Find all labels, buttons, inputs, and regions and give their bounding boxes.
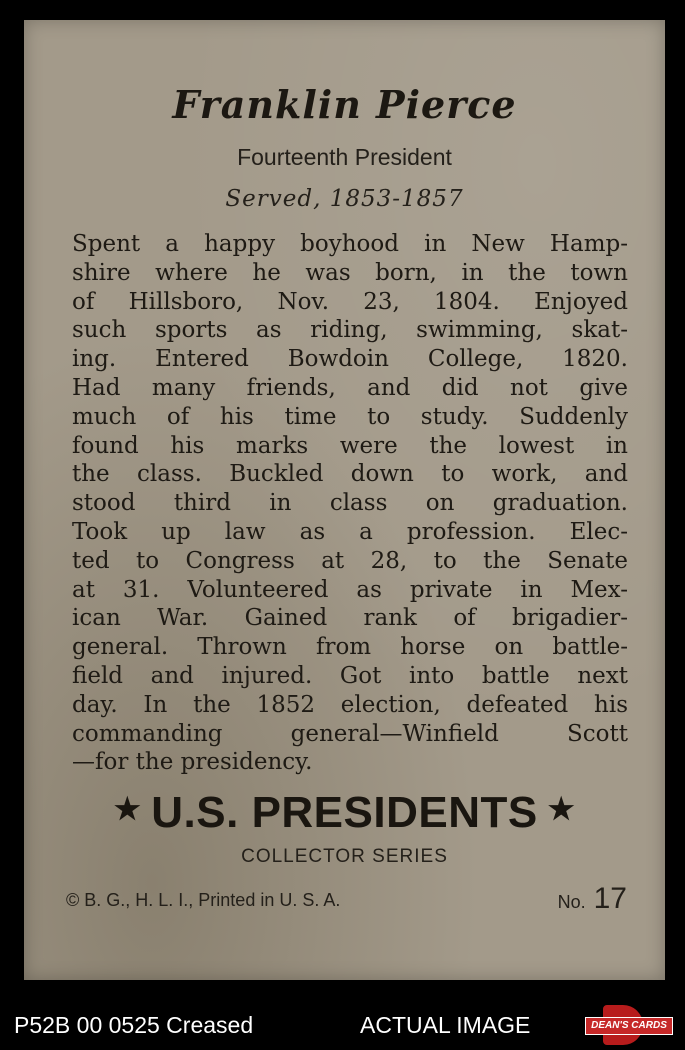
bio-line: much of his time to study. Suddenly bbox=[72, 403, 628, 430]
bio-line: such sports as riding, swimming, skat- bbox=[72, 317, 628, 344]
bio-line: —for the presidency. bbox=[72, 749, 313, 776]
card-number bbox=[558, 882, 627, 916]
star-icon: ★ bbox=[547, 793, 576, 826]
bio-line: stood third in class on graduation. bbox=[72, 490, 628, 517]
grade-caption: P52B 00 0525 Creased bbox=[14, 1012, 254, 1038]
trading-card-back bbox=[24, 20, 665, 980]
bio-line: Took up law as a profession. Elec- bbox=[72, 518, 628, 545]
bio-line: day. In the 1852 election, defeated his bbox=[72, 691, 628, 718]
series-title-row bbox=[24, 788, 665, 838]
logo-text: DEAN'S CARDS bbox=[585, 1017, 673, 1035]
bio-line: of Hillsboro, Nov. 23, 1804. Enjoyed bbox=[72, 288, 628, 315]
bio-line: the class. Buckled down to work, and bbox=[72, 461, 628, 488]
actual-image-caption: ACTUAL IMAGE bbox=[360, 1012, 531, 1038]
series-subtitle: COLLECTOR SERIES bbox=[241, 846, 448, 867]
copyright-notice: © B. G., H. L. I., Printed in U. S. A. bbox=[66, 890, 341, 910]
bio-line: commanding general—Winfield Scott bbox=[72, 720, 628, 747]
card-number-label: No. bbox=[557, 892, 586, 912]
bio-line: at 31. Volunteered as private in Mex- bbox=[72, 576, 628, 603]
bio-line: ican War. Gained rank of brigadier- bbox=[72, 605, 628, 632]
bio-line: ted to Congress at 28, to the Senate bbox=[72, 547, 628, 574]
biography-text bbox=[72, 230, 628, 777]
series-title: U.S. PRESIDENTS bbox=[151, 788, 538, 837]
served-years: Served, 1853-1857 bbox=[225, 186, 464, 212]
star-icon: ★ bbox=[113, 793, 142, 826]
bio-line: field and injured. Got into battle next bbox=[72, 662, 628, 689]
bio-line: Spent a happy boyhood in New Hamp- bbox=[72, 231, 628, 257]
card-number-value: 17 bbox=[593, 882, 627, 915]
bio-line: found his marks were the lowest in bbox=[72, 432, 628, 459]
bio-line: shire where he was born, in the town bbox=[72, 259, 628, 286]
president-name: Franklin Pierce bbox=[172, 82, 517, 127]
president-ordinal: Fourteenth President bbox=[237, 144, 452, 170]
bio-line: ing. Entered Bowdoin College, 1820. bbox=[72, 346, 628, 373]
deans-cards-logo bbox=[585, 1005, 673, 1045]
bio-line: general. Thrown from horse on battle- bbox=[72, 634, 628, 661]
bio-line: Had many friends, and did not give bbox=[72, 374, 628, 401]
